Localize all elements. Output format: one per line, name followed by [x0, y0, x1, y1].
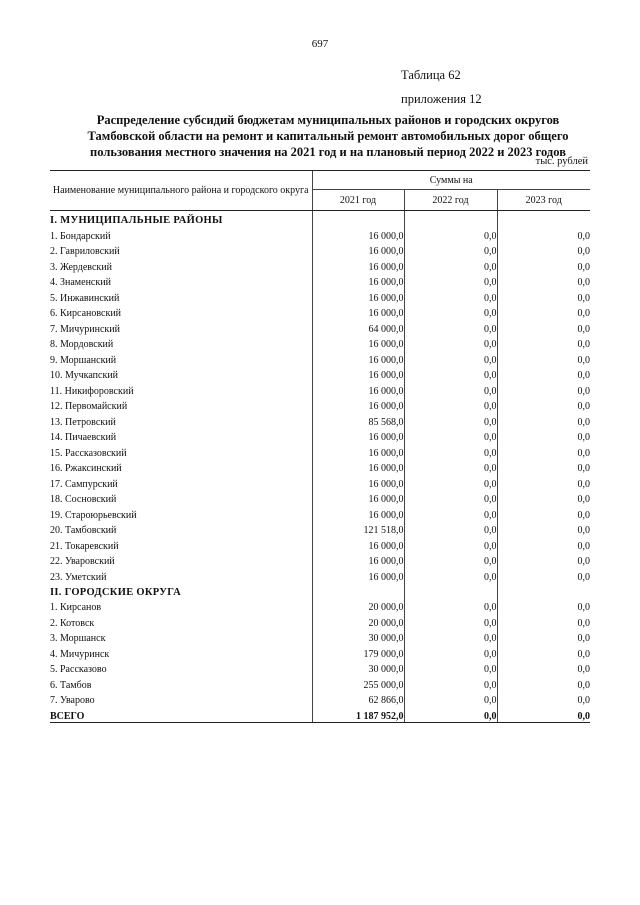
value-2023: 0,0: [497, 350, 590, 366]
table-row: [50, 397, 590, 413]
table-row: [50, 613, 590, 629]
value-2022: 0,0: [404, 366, 497, 382]
value-2022: 0,0: [404, 490, 497, 506]
value-2023: 0,0: [497, 629, 590, 645]
value-2021: 16 000,0: [312, 505, 404, 521]
row-name: 7. Мичуринский: [50, 323, 120, 335]
value-2022: 0,0: [404, 381, 497, 397]
value-2022: 0,0: [404, 675, 497, 691]
column-header-2023: 2023 год: [497, 190, 590, 211]
column-header-2022: 2022 год: [404, 190, 497, 211]
row-name: 18. Сосновский: [50, 494, 117, 505]
table-row: [50, 335, 590, 351]
value-2022: 0,0: [404, 613, 497, 629]
value-2022: 0,0: [404, 459, 497, 475]
units-label: тыс. рублей: [535, 156, 588, 167]
value-2023: 0,0: [497, 660, 590, 676]
value-2022: 0,0: [404, 412, 497, 428]
value-2022: 0,0: [404, 428, 497, 444]
value-2023: 0,0: [497, 644, 590, 660]
value-2022: 0,0: [404, 629, 497, 645]
table-row: [50, 691, 590, 707]
value-2021: 16 000,0: [312, 397, 404, 413]
table-row: [50, 226, 590, 242]
row-name: 13. Петровский: [50, 416, 116, 428]
total-2022: 0,0: [404, 706, 497, 722]
column-header-2021: 2021 год: [312, 190, 404, 211]
value-2022: 0,0: [404, 691, 497, 707]
value-2023: 0,0: [497, 304, 590, 320]
row-name: 9. Моршанский: [50, 354, 117, 366]
value-2023: 0,0: [497, 521, 590, 537]
row-name: 8. Мордовский: [50, 339, 114, 350]
value-2021: 16 000,0: [312, 273, 404, 289]
row-name: 7. Уварово: [50, 695, 95, 706]
value-2022: 0,0: [404, 644, 497, 660]
value-2023: 0,0: [497, 366, 590, 382]
row-name: 21. Токаревский: [50, 540, 119, 552]
column-header-name: Наименование муниципального района и городского округа: [50, 171, 312, 211]
value-2022: 0,0: [404, 598, 497, 614]
value-2023: 0,0: [497, 598, 590, 614]
row-name: 20. Тамбовский: [50, 525, 117, 536]
value-2023: 0,0: [497, 675, 590, 691]
total-label: ВСЕГО: [50, 706, 312, 722]
value-2023: 0,0: [497, 505, 590, 521]
total-row: [50, 706, 590, 722]
section-header-row: [50, 211, 590, 227]
value-2021: 16 000,0: [312, 443, 404, 459]
table-row: [50, 242, 590, 258]
empty-cell: [312, 211, 404, 227]
row-name: 5. Рассказово: [50, 664, 107, 675]
value-2021: 30 000,0: [312, 629, 404, 645]
value-2022: 0,0: [404, 304, 497, 320]
table-row: [50, 521, 590, 537]
table-row: [50, 428, 590, 444]
value-2021: 16 000,0: [312, 288, 404, 304]
table-row: [50, 474, 590, 490]
value-2021: 16 000,0: [312, 567, 404, 583]
row-name: 3. Жердевский: [50, 261, 112, 273]
value-2022: 0,0: [404, 521, 497, 537]
value-2022: 0,0: [404, 443, 497, 459]
value-2023: 0,0: [497, 428, 590, 444]
value-2021: 16 000,0: [312, 536, 404, 552]
table-row: [50, 598, 590, 614]
total-2023: 0,0: [497, 706, 590, 722]
value-2021: 62 866,0: [312, 691, 404, 707]
title-line: пользования местного значения на 2021 год и на плановый период 2022 и 2023 годов: [90, 145, 566, 159]
total-2021: 1 187 952,0: [312, 706, 404, 722]
value-2023: 0,0: [497, 474, 590, 490]
row-name: 3. Моршанск: [50, 633, 106, 644]
section-title: II. ГОРОДСКИЕ ОКРУГА: [50, 586, 181, 598]
value-2022: 0,0: [404, 257, 497, 273]
row-name: 10. Мучкапский: [50, 370, 119, 381]
value-2021: 16 000,0: [312, 257, 404, 273]
value-2023: 0,0: [497, 552, 590, 568]
value-2022: 0,0: [404, 660, 497, 676]
value-2022: 0,0: [404, 505, 497, 521]
table-row: [50, 443, 590, 459]
value-2022: 0,0: [404, 567, 497, 583]
table-row: [50, 567, 590, 583]
table-row: [50, 675, 590, 691]
value-2022: 0,0: [404, 273, 497, 289]
value-2022: 0,0: [404, 552, 497, 568]
row-name: 4. Мичуринск: [50, 648, 110, 660]
table-label: Таблица 62: [401, 68, 461, 82]
row-name: 23. Уметский: [50, 571, 107, 583]
value-2023: 0,0: [497, 490, 590, 506]
table-row: [50, 381, 590, 397]
table-row: [50, 459, 590, 475]
document-title: [58, 112, 598, 160]
value-2021: 16 000,0: [312, 428, 404, 444]
table-header: [50, 171, 590, 211]
value-2022: 0,0: [404, 335, 497, 351]
row-name: 5. Инжавинский: [50, 292, 120, 304]
table-row: [50, 273, 590, 289]
value-2021: 16 000,0: [312, 335, 404, 351]
value-2023: 0,0: [497, 613, 590, 629]
row-name: 6. Кирсановский: [50, 308, 122, 319]
value-2023: 0,0: [497, 567, 590, 583]
value-2023: 0,0: [497, 397, 590, 413]
table-row: [50, 629, 590, 645]
value-2021: 121 518,0: [312, 521, 404, 537]
value-2021: 64 000,0: [312, 319, 404, 335]
value-2021: 16 000,0: [312, 381, 404, 397]
table-row: [50, 366, 590, 382]
value-2021: 85 568,0: [312, 412, 404, 428]
row-name: 12. Первомайский: [50, 401, 128, 412]
value-2021: 20 000,0: [312, 598, 404, 614]
row-name: 1. Бондарский: [50, 230, 111, 242]
row-name: 2. Гавриловский: [50, 246, 120, 257]
table-row: [50, 505, 590, 521]
row-name: 4. Знаменский: [50, 277, 111, 288]
value-2023: 0,0: [497, 443, 590, 459]
table-row: [50, 490, 590, 506]
table-row: [50, 304, 590, 320]
appendix-label: приложения 12: [401, 92, 482, 106]
row-name: 6. Тамбов: [50, 679, 92, 691]
value-2023: 0,0: [497, 226, 590, 242]
value-2023: 0,0: [497, 273, 590, 289]
value-2023: 0,0: [497, 242, 590, 258]
value-2021: 179 000,0: [312, 644, 404, 660]
value-2022: 0,0: [404, 536, 497, 552]
value-2021: 16 000,0: [312, 366, 404, 382]
value-2021: 20 000,0: [312, 613, 404, 629]
table-row: [50, 350, 590, 366]
value-2022: 0,0: [404, 319, 497, 335]
row-name: 11. Никифоровский: [50, 385, 134, 397]
empty-cell: [312, 583, 404, 598]
value-2021: 16 000,0: [312, 552, 404, 568]
row-name: 1. Кирсанов: [50, 602, 102, 613]
value-2023: 0,0: [497, 536, 590, 552]
value-2021: 16 000,0: [312, 490, 404, 506]
value-2021: 255 000,0: [312, 675, 404, 691]
row-name: 2. Котовск: [50, 617, 95, 629]
table-row: [50, 412, 590, 428]
table-row: [50, 288, 590, 304]
title-line: Тамбовской области на ремонт и капитальный ремонт автомобильных дорог общего: [87, 129, 569, 143]
value-2022: 0,0: [404, 242, 497, 258]
value-2021: 16 000,0: [312, 459, 404, 475]
value-2021: 16 000,0: [312, 350, 404, 366]
value-2022: 0,0: [404, 226, 497, 242]
title-line: Распределение субсидий бюджетам муниципальных районов и городских округов: [96, 113, 560, 127]
value-2022: 0,0: [404, 474, 497, 490]
table-row: [50, 552, 590, 568]
row-name: 16. Ржаксинский: [50, 463, 122, 474]
value-2023: 0,0: [497, 319, 590, 335]
row-name: 17. Сампурский: [50, 478, 118, 490]
table-body: [50, 211, 590, 723]
row-name: 14. Пичаевский: [50, 432, 117, 443]
value-2021: 16 000,0: [312, 242, 404, 258]
page-number: 697: [311, 38, 329, 50]
value-2021: 16 000,0: [312, 226, 404, 242]
table-row: [50, 644, 590, 660]
value-2021: 16 000,0: [312, 304, 404, 320]
value-2023: 0,0: [497, 288, 590, 304]
value-2021: 16 000,0: [312, 474, 404, 490]
table-row: [50, 319, 590, 335]
value-2023: 0,0: [497, 257, 590, 273]
row-name: 19. Староюрьевский: [50, 509, 137, 521]
table-row: [50, 257, 590, 273]
empty-cell: [404, 211, 497, 227]
value-2023: 0,0: [497, 412, 590, 428]
value-2023: 0,0: [497, 381, 590, 397]
table-row: [50, 536, 590, 552]
row-name: 15. Рассказовский: [50, 447, 127, 459]
empty-cell: [497, 583, 590, 598]
value-2023: 0,0: [497, 459, 590, 475]
section-header-row: [50, 583, 590, 598]
value-2022: 0,0: [404, 288, 497, 304]
value-2022: 0,0: [404, 397, 497, 413]
value-2023: 0,0: [497, 335, 590, 351]
empty-cell: [497, 211, 590, 227]
value-2021: 30 000,0: [312, 660, 404, 676]
value-2023: 0,0: [497, 691, 590, 707]
column-header-sums: Суммы на: [312, 171, 590, 190]
section-title: I. МУНИЦИПАЛЬНЫЕ РАЙОНЫ: [50, 215, 223, 226]
empty-cell: [404, 583, 497, 598]
table-row: [50, 660, 590, 676]
subsidy-table: [50, 170, 590, 723]
value-2022: 0,0: [404, 350, 497, 366]
row-name: 22. Уваровский: [50, 556, 115, 567]
